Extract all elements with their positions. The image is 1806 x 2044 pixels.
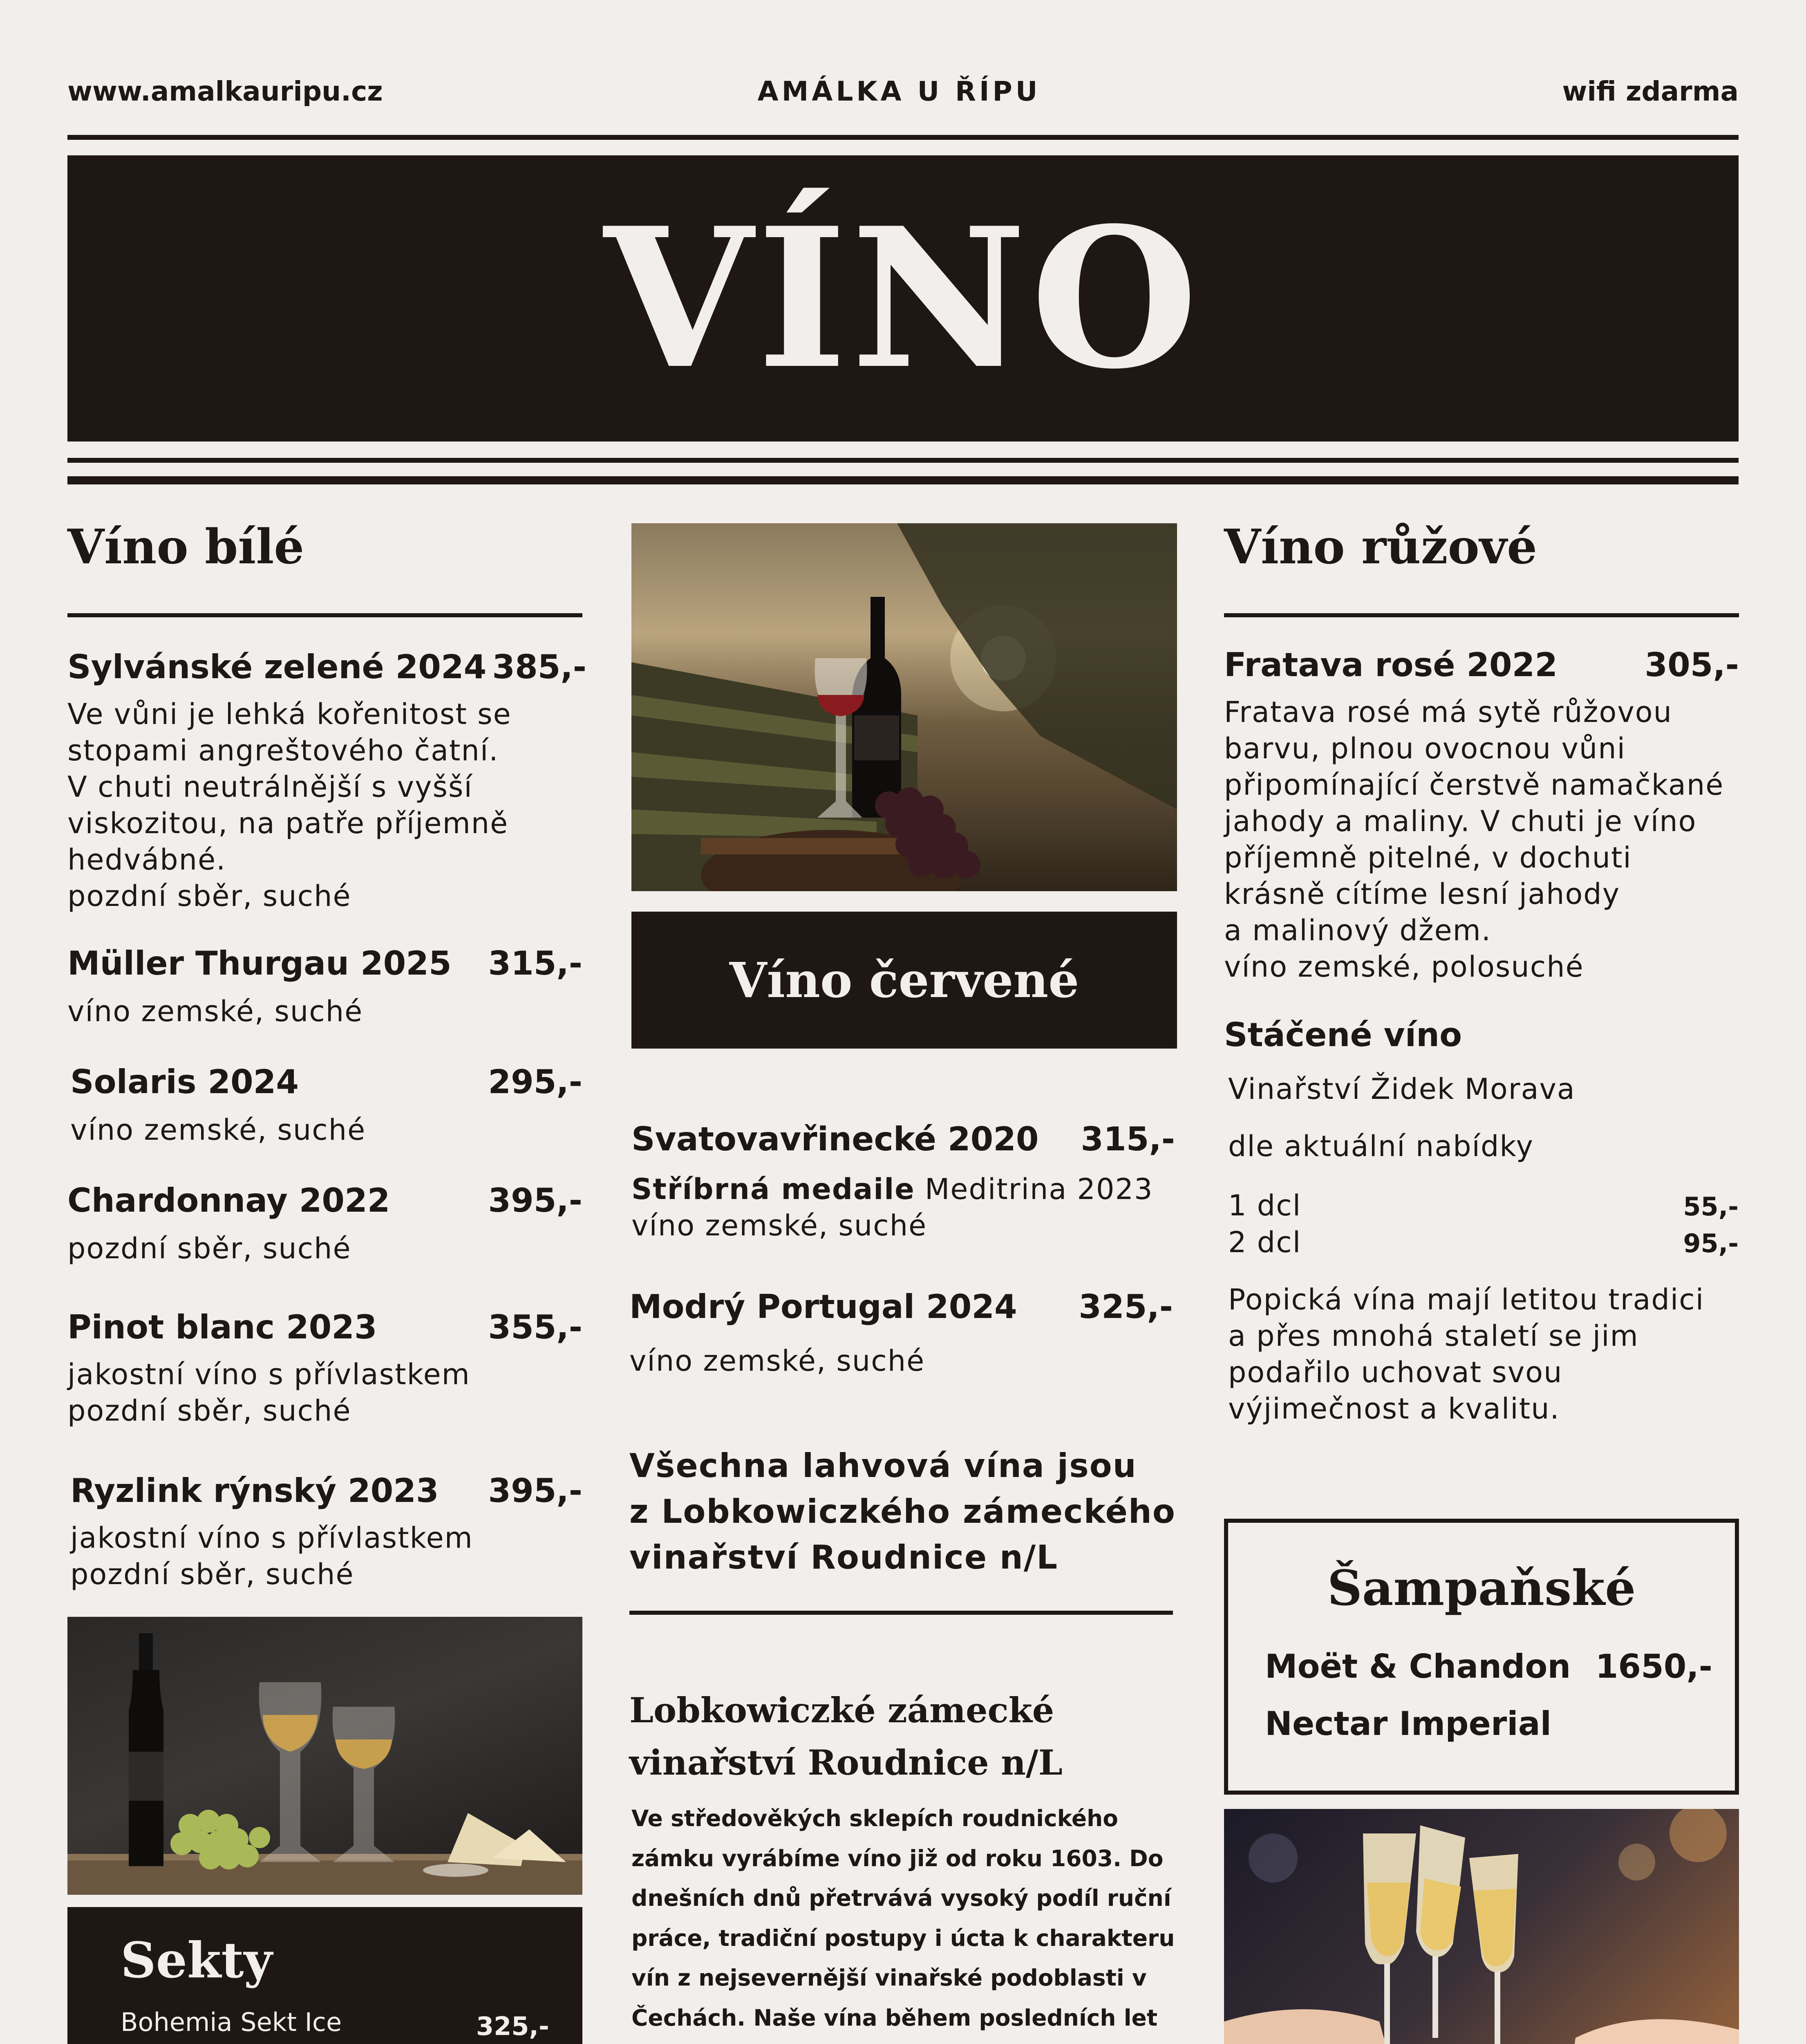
sekty-title: Sekty	[121, 1932, 273, 1989]
vineyard-illustration	[631, 523, 1177, 891]
white-wine-title: Víno bílé	[67, 519, 304, 575]
champagne-title: Šampaňské	[1327, 1560, 1636, 1616]
wine-description: Stříbrná medaile Meditrina 2023 víno zemské, suché	[631, 1172, 1153, 1242]
red-wine-banner	[631, 912, 1177, 1049]
champagne-name-2: Nectar Imperial	[1265, 1705, 1552, 1743]
red-wine-title: Víno červené	[729, 952, 1079, 1009]
white-wine-photo	[67, 1617, 582, 1895]
wine-price: 355,-	[488, 1308, 582, 1346]
winery-title: Lobkowiczké zámecké vinařství Roudnice n/L	[629, 1690, 1063, 1783]
wine-name: Solaris 2024	[70, 1063, 299, 1101]
wine-description: víno zemské, suché	[70, 1113, 366, 1147]
champagne-box	[1224, 1519, 1739, 1795]
wine-name: Sylvánské zelené 2024	[67, 648, 487, 686]
medal-label: Stříbrná medaile	[631, 1172, 915, 1206]
sekt-name: Bohemia Sekt Ice	[121, 2007, 342, 2037]
white-wine-illustration	[67, 1617, 582, 1895]
wine-price: 305,-	[1645, 646, 1739, 684]
toast-illustration	[1224, 1809, 1739, 2044]
wine-price: 325,-	[1079, 1288, 1173, 1326]
medal-event: Meditrina 2023	[915, 1172, 1153, 1206]
draft-text: Popická vína mají letitou tradici a přes mnohá staletí se jim podařilo uchovat svou výjimečnost a kvalitu.	[1228, 1283, 1705, 1425]
title-banner	[67, 155, 1739, 442]
winery-text: Ve středověkých sklepích roudnického zámku vyrábíme víno již od roku 1603. Do dnešních dnů přetrvává vysoký podíl ruční práce, tradiční postupy i úcta k charakteru vín z nejsevernější vinařské podoblasti v Čechách. Naše vína během posledních let	[631, 1805, 1175, 2031]
wine-name: Svatovavřinecké 2020	[631, 1120, 1039, 1158]
website-link[interactable]: www.amalkauripu.cz	[67, 76, 383, 107]
sparkling-box	[67, 1907, 582, 2044]
draft-wine-title: Stáčené víno	[1224, 1016, 1462, 1054]
draft-size-price: 95,-	[1683, 1228, 1739, 1258]
draft-winery: Vinařství Židek Morava	[1228, 1072, 1575, 1106]
wine-name: Ryzlink rýnský 2023	[70, 1472, 439, 1510]
celebration-photo	[1224, 1809, 1739, 2044]
wine-description: pozdní sběr, suché	[67, 1232, 351, 1265]
champagne-name: Moët & Chandon	[1265, 1647, 1571, 1685]
wine-description: jakostní víno s přívlastkem pozdní sběr, suché	[67, 1358, 470, 1428]
vineyard-photo	[631, 523, 1177, 891]
double-rule-top	[67, 458, 1739, 463]
wine-name: Müller Thurgau 2025	[67, 944, 452, 982]
wine-price: 315,-	[1081, 1120, 1175, 1158]
wine-description: Ve vůni je lehká kořenitost se stopami angreštového čatní. V chuti neutrálnější s vyšší viskozitou, na patře příjemně hedvábné. pozdní sběr, suché	[67, 697, 512, 913]
rose-wine-title: Víno růžové	[1224, 519, 1537, 575]
sekt-price: 325,-	[476, 2011, 549, 2041]
wine-price: 295,-	[488, 1063, 582, 1101]
brand-name: AMÁLKA U ŘÍPU	[757, 76, 1041, 107]
wine-name: Fratava rosé 2022	[1224, 646, 1558, 684]
header-rule	[67, 135, 1739, 140]
middle-rule	[629, 1611, 1173, 1615]
wine-description: jakostní víno s přívlastkem pozdní sběr, suché	[70, 1521, 473, 1591]
draft-offer: dle aktuální nabídky	[1228, 1130, 1534, 1163]
double-rule-bottom	[67, 476, 1739, 484]
champagne-price: 1650,-	[1595, 1647, 1712, 1685]
wifi-note: wifi zdarma	[1562, 76, 1739, 107]
wine-name: Modrý Portugal 2024	[629, 1288, 1017, 1326]
draft-size: 1 dcl	[1228, 1189, 1302, 1222]
wine-price: 385,-	[492, 648, 586, 686]
wine-price: 395,-	[488, 1472, 582, 1510]
white-wine-rule	[67, 613, 582, 617]
wine-name: Pinot blanc 2023	[67, 1308, 377, 1346]
draft-size: 2 dcl	[1228, 1226, 1302, 1259]
wine-price: 395,-	[488, 1181, 582, 1219]
rose-wine-rule	[1224, 613, 1739, 617]
wine-name: Chardonnay 2022	[67, 1181, 390, 1219]
wine-description: Fratava rosé má sytě růžovou barvu, plnou ovocnou vůni připomínající čerstvě namačkané jahody a maliny. V chuti je víno příjemně pitelné, v dochuti krásně cítíme lesní jahody a malinový džem. víno zemské, polosuché	[1224, 695, 1724, 984]
bottled-note: Všechna lahvová vína jsou z Lobkowiczkého zámeckého vinařství Roudnice n/L	[629, 1447, 1176, 1576]
page-title: VÍNO	[604, 186, 1202, 411]
wine-price: 315,-	[488, 944, 582, 982]
wine-description: víno zemské, suché	[67, 995, 363, 1028]
wine-description: víno zemské, suché	[629, 1344, 925, 1378]
draft-size-price: 55,-	[1683, 1192, 1739, 1221]
